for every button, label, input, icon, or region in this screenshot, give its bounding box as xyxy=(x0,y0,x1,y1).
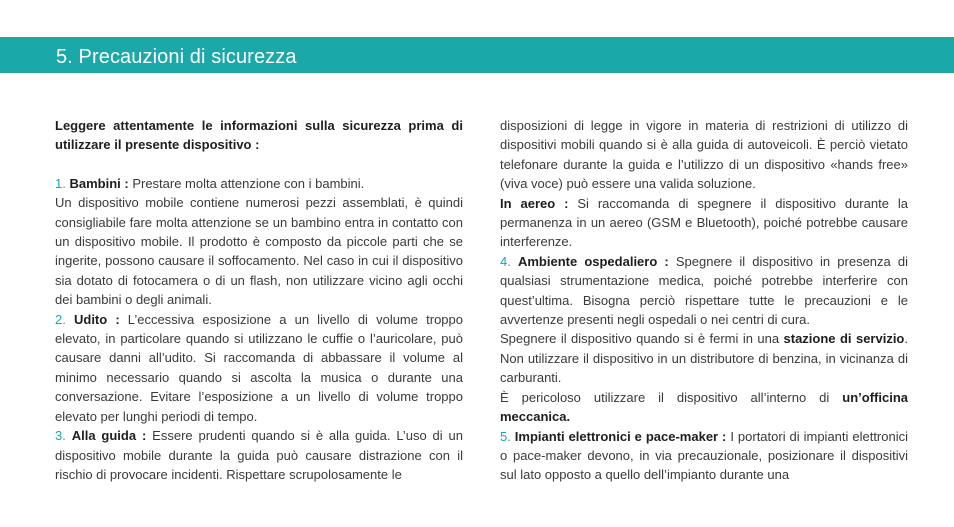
section-aereo xyxy=(500,194,908,252)
section-number: 3. xyxy=(55,428,66,444)
section-ospedaliero-p2 xyxy=(500,329,908,387)
section-title: Impianti elettronici e pace-maker : xyxy=(514,428,727,444)
section-udito xyxy=(55,310,463,426)
text-run: Spegnere il dispositivo quando si è fermi in una xyxy=(500,331,784,347)
text-run: È pericoloso utilizzare il dispositivo all’interno di xyxy=(500,389,843,405)
section-title: Alla guida : xyxy=(71,428,147,444)
section-number: 5. xyxy=(500,428,511,444)
section-title: Ambiente ospedaliero : xyxy=(517,253,669,269)
continuation-text: disposizioni di legge in vigore in materia di restrizioni di utilizzo di dispositivi mobili quando si è alla guida di autoveicoli. È perciò vietato telefonare durante la guida e l’utilizzo di un dispositivo «hands free» (viva voce) può essere una valida soluzione. xyxy=(500,118,908,192)
section-bambini xyxy=(55,174,463,193)
left-column xyxy=(55,116,463,484)
text-bold: un’officina meccanica. xyxy=(500,389,908,425)
section-ospedaliero xyxy=(500,252,908,330)
section-title: Bambini : xyxy=(69,175,129,191)
section-body: I portatori di impianti elettronici o pace-maker devono, in via precauzionale, posizionare il dispositivi sul lato opposto a quello dell’impianto durante una xyxy=(500,428,908,483)
page-title: 5. Precauzioni di sicurezza xyxy=(56,46,297,68)
intro-text: Leggere attentamente le informazioni sulla sicurezza prima di utilizzare il presente dispositivo : xyxy=(55,118,463,153)
section-title: In aereo : xyxy=(500,195,569,211)
section-body: L’eccessiva esposizione a un livello di volume troppo elevato, in particolare quando si utilizzano le cuffie o l’auricolare, può causare danni all’udito. Si raccomanda di abbassare il volume al minimo necessario quando si ascolta la musica o durante una conversazione. Evitare l’esposizione a un livello di volume troppo elevato per lunghi periodi di tempo. xyxy=(55,311,463,424)
section-impianti xyxy=(500,427,908,485)
section-body: Essere prudenti quando si è alla guida. L’uso di un dispositivo mobile durante la guida può causare distrazione con il rischio di provocare incidenti. Rispettare scrupolosamente le xyxy=(55,428,463,482)
right-column xyxy=(500,116,908,485)
spacer xyxy=(55,155,463,174)
section-body: Si raccomanda di spegnere il dispositivo durante la permanenza in un aereo (GSM e Bluetooth), poiché potrebbe causare interferenze. xyxy=(500,195,908,250)
section-lead: Prestare molta attenzione con i bambini. xyxy=(128,175,365,191)
section-number: 1. xyxy=(55,175,66,191)
section-bambini-body: Un dispositivo mobile contiene numerosi pezzi assemblati, è quindi consigliabile fare molta attenzione se un bambino entra in contatto con un dispositivo mobile. Il prodotto è composto da piccole parti che se ingerite, possono causare il soffocamento. Nel caso in cui il dispositivo sia dotato di fotocamera o di un flash, non utilizzare vicino agli occhi dei bambini o degli animali. xyxy=(55,195,463,308)
section-title: Udito : xyxy=(73,311,120,327)
section-body: Spegnere il dispositivo in presenza di qualsiasi strumentazione medica, poiché potrebbe interferire con quest’ultima. Bisogna perciò rispettare tutte le precauzioni e le avvertenze presenti negli ospedali o nei centri di cura. xyxy=(500,253,908,328)
section-number: 2. xyxy=(55,311,66,327)
section-number: 4. xyxy=(500,253,511,269)
section-ospedaliero-p3 xyxy=(500,388,908,427)
section-alla-guida xyxy=(55,426,463,484)
text-run: . Non utilizzare il dispositivo in un distributore di benzina, in vicinanza di carburanti. xyxy=(500,331,908,386)
text-bold: stazione di servizio xyxy=(783,331,905,347)
